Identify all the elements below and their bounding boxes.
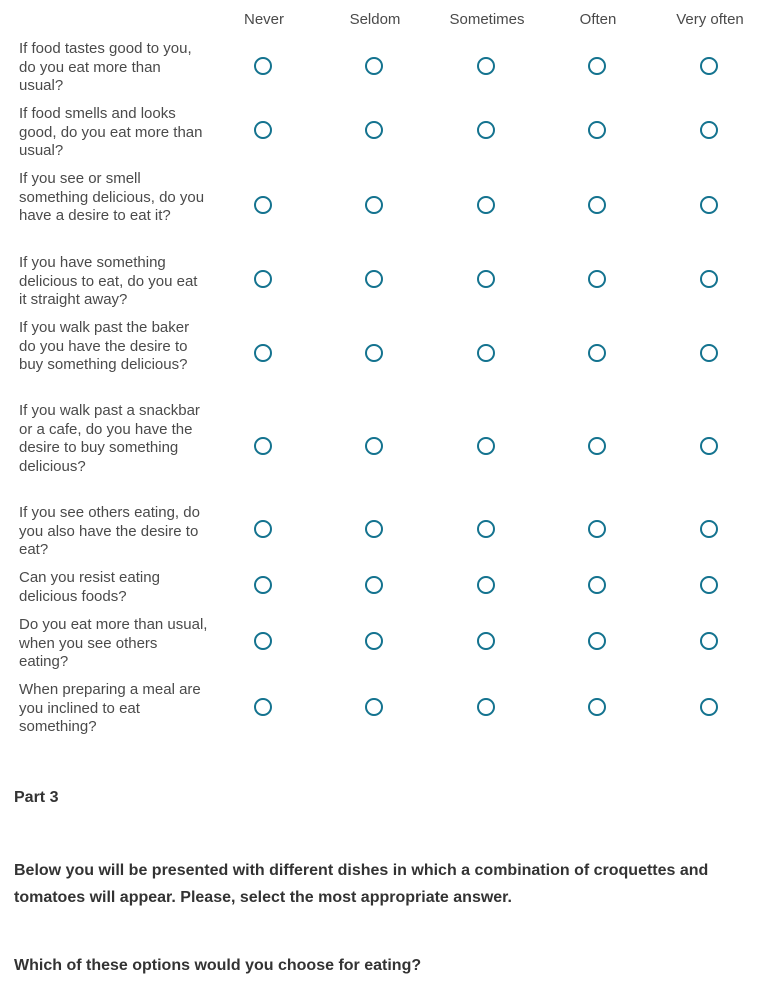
scale-header-very-often: Very often [676,11,744,28]
radio-never[interactable] [254,344,272,362]
radio-sometimes[interactable] [477,632,495,650]
radio-sometimes[interactable] [477,121,495,139]
question-text: When preparing a meal are you inclined to eat something? [19,681,201,735]
radio-never[interactable] [254,698,272,716]
radio-never[interactable] [254,437,272,455]
radio-often[interactable] [588,576,606,594]
radio-very-often[interactable] [700,698,718,716]
radio-seldom[interactable] [365,632,383,650]
question-text: If you walk past a snackbar or a cafe, do you have the desire to buy something delicious? [19,402,200,475]
radio-very-often[interactable] [700,57,718,75]
question-text: If food smells and looks good, do you eat more than usual? [19,105,203,159]
question-text: If you walk past the baker do you have the desire to buy something delicious? [19,319,190,373]
radio-very-often[interactable] [700,632,718,650]
radio-seldom[interactable] [365,196,383,214]
question-text: Do you eat more than usual, when you see others eating? [19,616,208,670]
radio-seldom[interactable] [365,698,383,716]
radio-never[interactable] [254,270,272,288]
question-prompt: Which of these options would you choose for eating? [14,957,422,974]
radio-sometimes[interactable] [477,698,495,716]
radio-often[interactable] [588,57,606,75]
radio-often[interactable] [588,632,606,650]
question-text: If food tastes good to you, do you eat more than usual? [19,40,192,94]
radio-seldom[interactable] [365,437,383,455]
radio-often[interactable] [588,121,606,139]
radio-sometimes[interactable] [477,57,495,75]
radio-often[interactable] [588,520,606,538]
radio-very-often[interactable] [700,196,718,214]
radio-seldom[interactable] [365,270,383,288]
question-text: If you have something delicious to eat, do you eat it straight away? [19,254,198,308]
radio-seldom[interactable] [365,576,383,594]
scale-header-never: Never [243,11,284,28]
question-text: Can you resist eating delicious foods? [19,569,160,605]
scale-header-often: Often [579,11,617,28]
radio-sometimes[interactable] [477,437,495,455]
radio-very-often[interactable] [700,270,718,288]
scale-header-seldom: Seldom [349,11,401,28]
radio-seldom[interactable] [365,57,383,75]
radio-often[interactable] [588,698,606,716]
question-text: If you see or smell something delicious, do you have a desire to eat it? [19,170,205,224]
radio-seldom[interactable] [365,520,383,538]
radio-seldom[interactable] [365,344,383,362]
radio-very-often[interactable] [700,344,718,362]
radio-never[interactable] [254,576,272,594]
radio-very-often[interactable] [700,520,718,538]
radio-sometimes[interactable] [477,344,495,362]
radio-very-often[interactable] [700,576,718,594]
radio-very-often[interactable] [700,121,718,139]
radio-often[interactable] [588,344,606,362]
radio-often[interactable] [588,196,606,214]
radio-sometimes[interactable] [477,270,495,288]
question-text: If you see others eating, do you also have the desire to eat? [19,504,200,558]
radio-sometimes[interactable] [477,520,495,538]
radio-sometimes[interactable] [477,196,495,214]
radio-sometimes[interactable] [477,576,495,594]
radio-very-often[interactable] [700,437,718,455]
section-instruction: Below you will be presented with different dishes in which a combination of croquettes and tomatoes will appear. Please, select the most appropriate answer. [14,862,709,906]
radio-never[interactable] [254,57,272,75]
scale-header-sometimes: Sometimes [449,11,525,28]
radio-often[interactable] [588,437,606,455]
radio-seldom[interactable] [365,121,383,139]
radio-never[interactable] [254,196,272,214]
radio-often[interactable] [588,270,606,288]
section-title: Part 3 [14,789,59,806]
radio-never[interactable] [254,121,272,139]
radio-never[interactable] [254,632,272,650]
radio-never[interactable] [254,520,272,538]
